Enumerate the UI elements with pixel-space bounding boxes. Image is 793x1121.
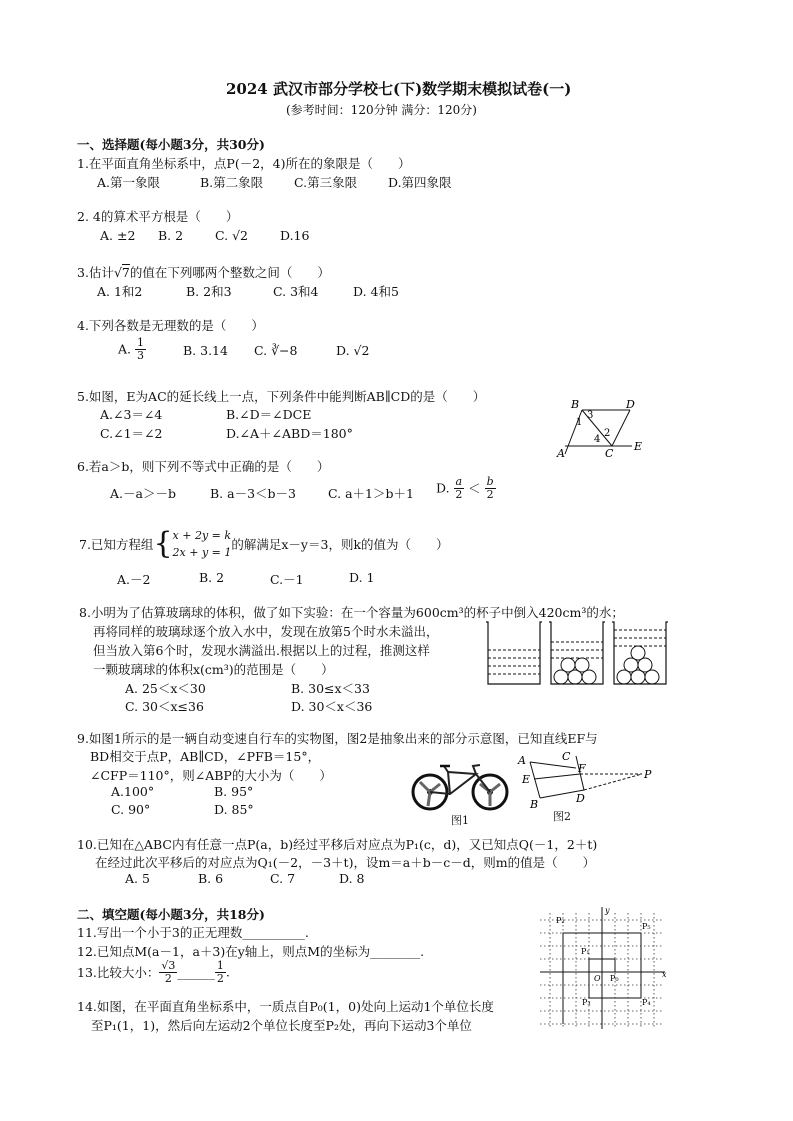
q8-option-c[interactable]: C. 30＜x≤36 xyxy=(125,699,204,714)
q5-option-c[interactable]: C.∠1＝∠2 xyxy=(100,426,163,441)
grid-label-O: O xyxy=(594,974,601,983)
q9-option-c[interactable]: C. 90° xyxy=(111,802,151,817)
radical-sign-icon: √ xyxy=(113,265,122,280)
question-7-stem xyxy=(79,527,449,565)
grid-label-P4: P₄ xyxy=(642,998,651,1007)
q3-stem-pre: 3.估计 xyxy=(77,265,114,280)
q2-option-c[interactable]: C. √2 xyxy=(215,228,248,243)
q7-option-b[interactable]: B. 2 xyxy=(199,570,225,585)
q3-option-a[interactable]: A. 1和2 xyxy=(97,284,143,299)
q3-option-d[interactable]: D. 4和5 xyxy=(353,284,399,299)
q4-option-a-fraction xyxy=(135,337,146,361)
question-12-stem: 12.已知点M(a－1，a＋3)在y轴上，则点M的坐标为________. xyxy=(77,944,425,959)
grid-label-P1: P₁ xyxy=(581,947,590,956)
q4-option-d[interactable]: D. √2 xyxy=(336,343,370,358)
figure-2-caption: 图2 xyxy=(553,810,571,823)
q2-option-d[interactable]: D.16 xyxy=(280,228,310,243)
q8-option-d[interactable]: D. 30＜x＜36 xyxy=(291,699,373,714)
question-8-line-1: 8.小明为了估算玻璃球的体积，做了如下实验：在一个容量为600cm³的杯子中倒入420cm³的水； xyxy=(79,605,624,620)
figure-label-D: D xyxy=(626,398,635,411)
fraction-numerator: a xyxy=(455,475,463,488)
fig2-label-A: A xyxy=(518,754,526,767)
grid-label-P0: P₀ xyxy=(610,974,619,983)
figure-label-E: E xyxy=(634,440,643,453)
figure-label-B: B xyxy=(571,398,580,411)
fraction-denominator: 2 xyxy=(455,487,463,501)
q6-option-d-frac-a xyxy=(454,476,465,500)
q7-option-d[interactable]: D. 1 xyxy=(349,570,375,585)
angle-label-2: 2 xyxy=(604,428,611,439)
fraction-denominator: 2 xyxy=(486,487,494,501)
q13-fraction-1 xyxy=(159,960,177,984)
q6-option-d-frac-b xyxy=(485,476,496,500)
grid-label-P5: P₅ xyxy=(642,922,651,931)
section-heading-fill: 二、填空题(每小题3分，共18分) xyxy=(77,907,265,922)
exam-title: 2024 武汉市部分学校七(下)数学期末模拟试卷(一) xyxy=(226,80,572,98)
q3-radical xyxy=(114,265,130,280)
question-11-stem: 11.写出一个小于3的正无理数__________. xyxy=(77,925,309,940)
grid-label-P2: P₂ xyxy=(556,916,565,925)
fraction-numerator: 1 xyxy=(137,336,144,349)
q14-coordinate-grid xyxy=(538,905,668,1030)
q9-option-a[interactable]: A.100° xyxy=(111,784,155,799)
question-8-line-2: 再将同样的玻璃球逐个放入水中，发现在放第5个时水未溢出， xyxy=(93,624,439,639)
q4-option-a[interactable] xyxy=(118,337,146,361)
q3-radicand: 7 xyxy=(121,265,130,280)
question-3-stem xyxy=(77,263,330,281)
q7-stem-pre: 7.已知方程组 xyxy=(79,537,154,553)
question-4-stem: 4.下列各数是无理数的是（ ） xyxy=(77,318,264,333)
q2-option-a[interactable]: A. ±2 xyxy=(100,228,136,243)
q4-option-a-label: A. xyxy=(118,341,132,357)
q13-stem-post: . xyxy=(225,964,230,980)
q6-option-a[interactable]: A.－a＞－b xyxy=(110,486,176,501)
q9-figure-2 xyxy=(514,752,654,812)
q1-option-c[interactable]: C.第三象限 xyxy=(294,175,358,190)
beaker-3 xyxy=(612,622,668,684)
question-14-line-2: 至P₁(1，1)，然后向左运动2个单位长度至P₂处，再向下运动3个单位 xyxy=(91,1018,472,1033)
fraction-denominator: 2 xyxy=(164,971,172,985)
q6-option-d[interactable] xyxy=(436,476,496,500)
brace-icon: { xyxy=(153,526,173,562)
q10-option-b[interactable]: B. 6 xyxy=(198,871,224,886)
q4-option-c[interactable]: C. ∛−8 xyxy=(254,343,298,358)
fraction-denominator: 2 xyxy=(216,971,224,985)
section-heading-choice: 一、选择题(每小题3分，共30分) xyxy=(77,137,265,152)
q6-option-d-label: D. xyxy=(436,480,450,496)
figure-label-A: A xyxy=(557,447,565,460)
q5-option-d[interactable]: D.∠A＋∠ABD＝180° xyxy=(226,426,353,441)
q3-option-b[interactable]: B. 2和3 xyxy=(186,284,232,299)
q10-option-d[interactable]: D. 8 xyxy=(339,871,365,886)
question-14-line-1: 14.如图，在平面直角坐标系中，一质点自P₀(1，0)处向上运动1个单位长度 xyxy=(77,999,494,1014)
q8-option-b[interactable]: B. 30≤x＜33 xyxy=(291,681,370,696)
q13-stem-pre: 13.比较大小： xyxy=(77,965,160,981)
question-10-line-1: 10.已知在△ABC内有任意一点P(a，b)经过平移后对应点为P₁(c，d)，又已知点Q(－1，2＋t) xyxy=(77,837,598,852)
q7-equation-system xyxy=(173,527,232,561)
fig2-label-B: B xyxy=(530,798,539,811)
q8-option-a[interactable]: A. 25＜x＜30 xyxy=(125,681,206,696)
question-9-line-2: BD相交于点P，AB∥CD，∠PFB＝15°， xyxy=(90,749,321,764)
question-13-stem xyxy=(77,960,230,984)
q6-option-c[interactable]: C. a＋1＞b＋1 xyxy=(328,486,414,501)
question-1-stem: 1.在平面直角坐标系中，点P(－2，4)所在的象限是（ ） xyxy=(77,156,411,171)
grid-label-y: y xyxy=(605,906,610,915)
q3-option-c[interactable]: C. 3和4 xyxy=(273,284,319,299)
q13-fraction-2 xyxy=(215,960,226,984)
bicycle-picture xyxy=(410,762,510,812)
q6-option-b[interactable]: B. a－3＜b－3 xyxy=(210,486,296,501)
q1-option-d[interactable]: D.第四象限 xyxy=(388,175,452,190)
q3-stem-post: 的值在下列哪两个整数之间（ ） xyxy=(129,265,330,280)
fraction-numerator: √3 xyxy=(161,959,176,972)
fig2-label-E: E xyxy=(522,773,531,786)
q7-stem-post: 的解满足x－y＝3，则k的值为（ ） xyxy=(231,537,449,553)
figure-1-caption: 图1 xyxy=(451,814,469,827)
question-5-stem: 5.如图，E为AC的延长线上一点，下列条件中能判断AB∥CD的是（ ） xyxy=(77,389,486,404)
q1-option-a[interactable]: A.第一象限 xyxy=(97,175,161,190)
exam-subtitle: (参考时间：120分钟 满分：120分) xyxy=(286,103,477,117)
question-9-line-1: 9.如图1所示的是一辆自动变速自行车的实物图，图2是抽象出来的部分示意图，已知直线EF与 xyxy=(77,731,598,746)
fig2-label-D: D xyxy=(576,792,585,805)
angle-label-4: 4 xyxy=(594,434,601,445)
q7-option-a[interactable]: A.－2 xyxy=(117,572,151,587)
fig2-label-F: F xyxy=(578,762,586,775)
fraction-denominator: 3 xyxy=(137,348,144,362)
q9-option-d[interactable]: D. 85° xyxy=(214,802,254,817)
figure-label-C: C xyxy=(605,447,614,460)
fig2-label-C: C xyxy=(562,752,571,763)
question-6-stem: 6.若a＞b，则下列不等式中正确的是（ ） xyxy=(77,459,330,474)
q7-equation-1: x + 2y = k xyxy=(172,529,232,542)
q2-option-b[interactable]: B. 2 xyxy=(158,228,184,243)
q8-beakers-figure xyxy=(484,620,674,686)
q5-parallelogram-figure xyxy=(552,394,652,460)
q9-option-b[interactable]: B. 95° xyxy=(214,784,254,799)
question-2-stem: 2. 4的算术平方根是（ ） xyxy=(77,209,239,224)
question-9-line-3: ∠CFP＝110°，则∠ABP的大小为（ ） xyxy=(90,768,332,783)
q10-option-c[interactable]: C. 7 xyxy=(270,871,296,886)
fig2-label-P: P xyxy=(644,768,652,781)
fraction-numerator: b xyxy=(486,475,494,488)
q7-equation-2: 2x + y = 1 xyxy=(172,546,232,560)
q4-option-b[interactable]: B. 3.14 xyxy=(183,343,228,358)
question-8-line-4: 一颗玻璃球的体积x(cm³)的范围是（ ） xyxy=(93,662,334,677)
question-8-line-3: 但当放入第6个时，发现水满溢出.根据以上的过程，推测这样 xyxy=(93,643,430,658)
angle-label-1: 1 xyxy=(576,417,583,428)
q1-option-b[interactable]: B.第二象限 xyxy=(200,175,264,190)
grid-label-x: x xyxy=(662,970,667,979)
question-10-line-2: 在经过此次平移后的对应点为Q₁(－2，－3＋t)，设m＝a＋b－c－d，则m的值是（ ） xyxy=(95,855,596,870)
q6-option-d-relation: ＜ xyxy=(468,481,481,497)
grid-label-P3: P₃ xyxy=(582,998,591,1007)
q5-option-b[interactable]: B.∠D＝∠DCE xyxy=(226,407,312,422)
q7-option-c[interactable]: C.－1 xyxy=(270,572,304,587)
q5-option-a[interactable]: A.∠3＝∠4 xyxy=(100,407,163,422)
beaker-2 xyxy=(549,622,605,684)
angle-label-3: 3 xyxy=(587,410,594,421)
q10-option-a[interactable]: A. 5 xyxy=(125,871,150,886)
fraction-numerator: 1 xyxy=(216,959,224,972)
beaker-1 xyxy=(486,622,542,684)
q13-answer-blank[interactable]: ______ xyxy=(177,964,215,980)
